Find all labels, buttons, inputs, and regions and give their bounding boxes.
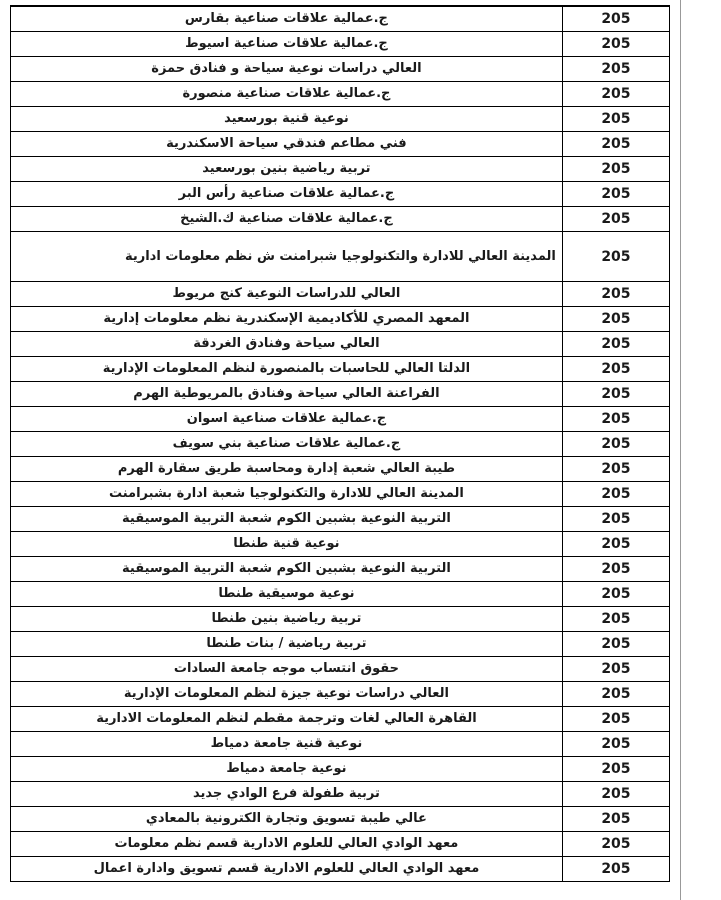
institute-name-cell: العالي دراسات نوعية جيزة لنظم المعلومات الإدارية xyxy=(11,682,563,707)
institute-name-cell: تربية رياضية بنين بورسعيد xyxy=(11,157,563,182)
score-cell: 205 xyxy=(562,232,669,282)
results-table-body xyxy=(11,7,670,882)
table-row xyxy=(11,607,670,632)
institute-name-cell: معهد الوادي العالي للعلوم الادارية قسم نظم معلومات xyxy=(11,832,563,857)
score-cell: 205 xyxy=(562,782,669,807)
score-cell: 205 xyxy=(562,807,669,832)
institute-name-cell: ج.عمالية علاقات صناعية بقارس xyxy=(11,7,563,32)
table-row xyxy=(11,532,670,557)
institute-name-cell: العالي سياحة وفنادق الغردقة xyxy=(11,332,563,357)
score-cell: 205 xyxy=(562,657,669,682)
institute-name-cell: نوعية موسيقية طنطا xyxy=(11,582,563,607)
table-row xyxy=(11,457,670,482)
table-row xyxy=(11,557,670,582)
score-cell: 205 xyxy=(562,332,669,357)
table-row xyxy=(11,307,670,332)
score-cell: 205 xyxy=(562,307,669,332)
table-row xyxy=(11,7,670,32)
score-cell: 205 xyxy=(562,832,669,857)
table-row xyxy=(11,57,670,82)
score-cell: 205 xyxy=(562,182,669,207)
table-row xyxy=(11,407,670,432)
score-cell: 205 xyxy=(562,532,669,557)
institute-name-cell: تربية رياضية بنين طنطا xyxy=(11,607,563,632)
score-cell: 205 xyxy=(562,432,669,457)
table-row xyxy=(11,132,670,157)
score-cell: 205 xyxy=(562,482,669,507)
institute-name-cell: التربية النوعية بشبين الكوم شعبة التربية الموسيقية xyxy=(11,507,563,532)
institute-name-cell: ج.عمالية علاقات صناعية بني سويف xyxy=(11,432,563,457)
table-row xyxy=(11,432,670,457)
institute-name-cell: المعهد المصري للأكاديمية الإسكندرية نظم معلومات إدارية xyxy=(11,307,563,332)
institute-name-cell: المدينة العالي للادارة والتكنولوجيا شبرامنت ش نظم معلومات ادارية xyxy=(11,232,563,282)
institute-name-cell: ج.عمالية علاقات صناعية اسيوط xyxy=(11,32,563,57)
table-row xyxy=(11,282,670,307)
results-table xyxy=(10,6,670,882)
institute-name-cell: معهد الوادي العالي للعلوم الادارية قسم تسويق وادارة اعمال xyxy=(11,857,563,882)
institute-name-cell: ج.عمالية علاقات صناعية ك.الشيخ xyxy=(11,207,563,232)
table-row xyxy=(11,582,670,607)
institute-name-cell: ج.عمالية علاقات صناعية منصورة xyxy=(11,82,563,107)
table-row xyxy=(11,82,670,107)
table-row xyxy=(11,807,670,832)
institute-name-cell: التربية النوعية بشبين الكوم شعبة التربية الموسيقية xyxy=(11,557,563,582)
table-row xyxy=(11,857,670,882)
table-row xyxy=(11,657,670,682)
table-row xyxy=(11,332,670,357)
score-cell: 205 xyxy=(562,57,669,82)
table-row xyxy=(11,732,670,757)
page-edge-line xyxy=(680,0,681,900)
score-cell: 205 xyxy=(562,407,669,432)
institute-name-cell: نوعية قنية طنطا xyxy=(11,532,563,557)
institute-name-cell: طيبة العالي شعبة إدارة ومحاسبة طريق سقارة الهرم xyxy=(11,457,563,482)
table-row xyxy=(11,757,670,782)
score-cell: 205 xyxy=(562,282,669,307)
score-cell: 205 xyxy=(562,132,669,157)
table-row xyxy=(11,382,670,407)
institute-name-cell: عالي طيبة تسويق وتجارة الكترونية بالمعادي xyxy=(11,807,563,832)
score-cell: 205 xyxy=(562,707,669,732)
score-cell: 205 xyxy=(562,582,669,607)
institute-name-cell: حقوق انتساب موجه جامعة السادات xyxy=(11,657,563,682)
table-row xyxy=(11,507,670,532)
institute-name-cell: ج.عمالية علاقات صناعية اسوان xyxy=(11,407,563,432)
table-row xyxy=(11,357,670,382)
table-row xyxy=(11,107,670,132)
institute-name-cell: العالي للدراسات النوعية كنج مريوط xyxy=(11,282,563,307)
results-sheet xyxy=(10,5,670,882)
score-cell: 205 xyxy=(562,457,669,482)
score-cell: 205 xyxy=(562,7,669,32)
table-row xyxy=(11,782,670,807)
score-cell: 205 xyxy=(562,82,669,107)
institute-name-cell: تربية رياضية / بنات طنطا xyxy=(11,632,563,657)
table-row xyxy=(11,157,670,182)
score-cell: 205 xyxy=(562,207,669,232)
table-row xyxy=(11,832,670,857)
score-cell: 205 xyxy=(562,632,669,657)
score-cell: 205 xyxy=(562,157,669,182)
table-row xyxy=(11,32,670,57)
institute-name-cell: العالي دراسات نوعية سياحة و فنادق حمزة xyxy=(11,57,563,82)
institute-name-cell: تربية طفولة فرع الوادي جديد xyxy=(11,782,563,807)
score-cell: 205 xyxy=(562,382,669,407)
institute-name-cell: القاهرة العالي لغات وترجمة مقطم لنظم المعلومات الادارية xyxy=(11,707,563,732)
institute-name-cell: الفراعنة العالي سياحة وفنادق بالمريوطية الهرم xyxy=(11,382,563,407)
table-row xyxy=(11,632,670,657)
score-cell: 205 xyxy=(562,732,669,757)
table-row xyxy=(11,682,670,707)
score-cell: 205 xyxy=(562,857,669,882)
score-cell: 205 xyxy=(562,682,669,707)
institute-name-cell: نوعية قنية جامعة دمياط xyxy=(11,732,563,757)
table-row xyxy=(11,707,670,732)
score-cell: 205 xyxy=(562,557,669,582)
score-cell: 205 xyxy=(562,507,669,532)
score-cell: 205 xyxy=(562,107,669,132)
table-row xyxy=(11,207,670,232)
score-cell: 205 xyxy=(562,32,669,57)
table-row xyxy=(11,232,670,282)
institute-name-cell: فني مطاعم فندقي سياحة الاسكندرية xyxy=(11,132,563,157)
institute-name-cell: نوعية قنية بورسعيد xyxy=(11,107,563,132)
table-row xyxy=(11,482,670,507)
institute-name-cell: نوعية جامعة دمياط xyxy=(11,757,563,782)
institute-name-cell: ج.عمالية علاقات صناعية رأس البر xyxy=(11,182,563,207)
institute-name-cell: الدلتا العالي للحاسبات بالمنصورة لنظم المعلومات الإدارية xyxy=(11,357,563,382)
score-cell: 205 xyxy=(562,357,669,382)
score-cell: 205 xyxy=(562,607,669,632)
table-row xyxy=(11,182,670,207)
score-cell: 205 xyxy=(562,757,669,782)
institute-name-cell: المدينة العالي للادارة والتكنولوجيا شعبة ادارة بشبرامنت xyxy=(11,482,563,507)
